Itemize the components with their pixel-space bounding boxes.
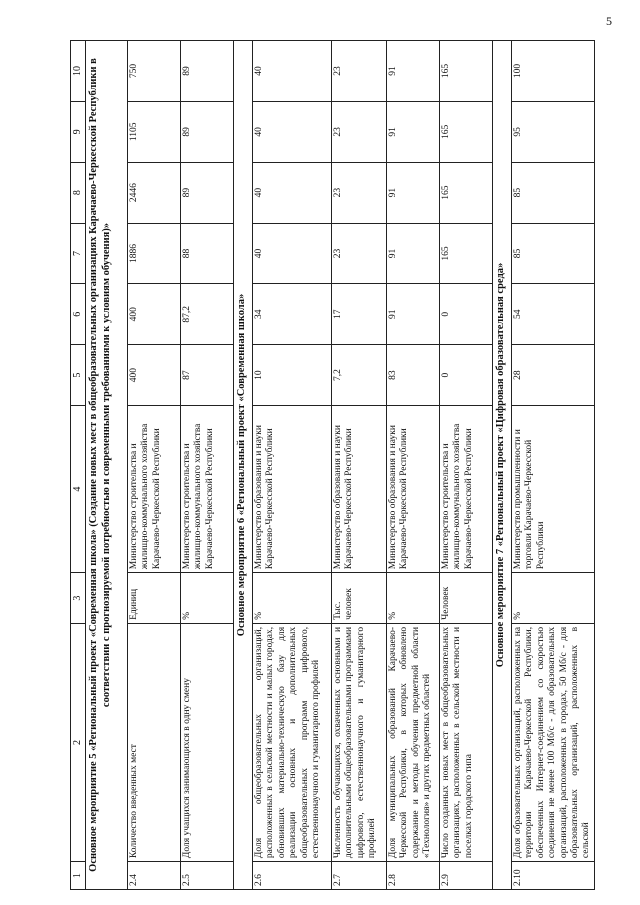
value-cell: 40 xyxy=(253,101,332,162)
value-cell: 34 xyxy=(253,284,332,345)
row-number: 2.8 xyxy=(387,862,440,890)
responsible-cell: Министерство строительства и жилищно-коммунального хозяйства Карачаево-Черкесской Республики xyxy=(181,405,234,572)
value-cell: 95 xyxy=(512,101,595,162)
indicator-name: Доля образовательных организаций, расположенных на территории Карачаево-Черкесской Республики, обеспеченных Интернет-соединением со скоростью соединения не менее 100 Мб/с - для образовательных организаций, расположенных в городах, 50 Мб/с - для образовательных организаций, расположенных в сельской xyxy=(512,623,595,861)
header-cell: 1 xyxy=(71,862,86,890)
value-cell: 40 xyxy=(253,223,332,284)
indicator-name: Численность обучающихся, охваченных основными и дополнительными общеобразовательными программами цифрового, естественнонаучного и гуманитарного профилей xyxy=(332,623,387,861)
rotated-page xyxy=(70,40,640,890)
header-cell: 5 xyxy=(71,345,86,406)
value-cell: 2446 xyxy=(128,162,181,223)
table-row xyxy=(512,41,595,890)
unit-cell: % xyxy=(253,573,332,624)
indicator-name: Число созданных новых мест в общеобразовательных организациях, расположенных в сельской местности и поселках городского типа xyxy=(440,623,493,861)
value-cell: 40 xyxy=(253,41,332,102)
header-cell: 2 xyxy=(71,623,86,861)
value-cell: 91 xyxy=(387,41,440,102)
responsible-cell: Министерство образования и науки Карачаево-Черкесской Республики xyxy=(387,405,440,572)
value-cell: 91 xyxy=(387,101,440,162)
table-row xyxy=(387,41,440,890)
value-cell: 0 xyxy=(440,284,493,345)
value-cell: 91 xyxy=(387,162,440,223)
value-cell: 23 xyxy=(332,162,387,223)
section-title: Основное мероприятие 6 «Региональный проект «Современная школа» xyxy=(234,41,253,890)
unit-cell: % xyxy=(387,573,440,624)
table-row xyxy=(440,41,493,890)
value-cell: 7,2 xyxy=(332,345,387,406)
value-cell: 400 xyxy=(128,284,181,345)
row-number: 2.6 xyxy=(253,862,332,890)
value-cell: 89 xyxy=(181,162,234,223)
indicator-name: Количество введенных мест xyxy=(128,623,181,861)
header-cell: 9 xyxy=(71,101,86,162)
value-cell: 91 xyxy=(387,223,440,284)
row-number: 2.10 xyxy=(512,862,595,890)
header-cell: 3 xyxy=(71,573,86,624)
responsible-cell: Министерство строительства и жилищно-коммунального хозяйства Карачаево-Черкесской Республики xyxy=(128,405,181,572)
unit-cell: Человек xyxy=(440,573,493,624)
responsible-cell: Министерство промышленности и торговли Карачаево-Черкесской Республики xyxy=(512,405,595,572)
header-cell: 7 xyxy=(71,223,86,284)
value-cell: 0 xyxy=(440,345,493,406)
value-cell: 23 xyxy=(332,101,387,162)
table-row xyxy=(253,41,332,890)
table-row xyxy=(332,41,387,890)
unit-cell: Тыс. человек xyxy=(332,573,387,624)
page-number: 5 xyxy=(606,14,612,28)
section-title: Основное мероприятие 7 «Региональный проект «Цифровая образовательная среда» xyxy=(493,41,512,890)
value-cell: 83 xyxy=(387,345,440,406)
section-row xyxy=(86,41,128,890)
value-cell: 85 xyxy=(512,223,595,284)
value-cell: 54 xyxy=(512,284,595,345)
indicator-name: Доля общеобразовательных организаций, расположенных в сельской местности и малых городах, обновивших материально-техническую базу для реализации основных и дополнительных общеобразовательных программ цифрового, естественнонаучного и гуманитарного профилей xyxy=(253,623,332,861)
unit-cell: % xyxy=(512,573,595,624)
value-cell: 165 xyxy=(440,223,493,284)
value-cell: 165 xyxy=(440,101,493,162)
value-cell: 89 xyxy=(181,101,234,162)
value-cell: 1886 xyxy=(128,223,181,284)
header-cell: 6 xyxy=(71,284,86,345)
value-cell: 23 xyxy=(332,41,387,102)
value-cell: 87,2 xyxy=(181,284,234,345)
value-cell: 1105 xyxy=(128,101,181,162)
section-row xyxy=(234,41,253,890)
row-number: 2.4 xyxy=(128,862,181,890)
value-cell: 40 xyxy=(253,162,332,223)
indicator-name: Доля муниципальных образований Карачаево-Черкесской Республики, в которых обновлено содержание и методы обучения предметной области «Технология» и других предметных областей xyxy=(387,623,440,861)
value-cell: 10 xyxy=(253,345,332,406)
value-cell: 89 xyxy=(181,41,234,102)
value-cell: 85 xyxy=(512,162,595,223)
responsible-cell: Министерство строительства и жилищно-коммунального хозяйства Карачаево-Черкесской Республики xyxy=(440,405,493,572)
row-number: 2.9 xyxy=(440,862,493,890)
header-cell: 4 xyxy=(71,405,86,572)
value-cell: 750 xyxy=(128,41,181,102)
value-cell: 17 xyxy=(332,284,387,345)
value-cell: 88 xyxy=(181,223,234,284)
header-cell: 10 xyxy=(71,41,86,102)
unit-cell: % xyxy=(181,573,234,624)
table-row xyxy=(181,41,234,890)
section-row xyxy=(493,41,512,890)
responsible-cell: Министерство образования и науки Карачаево-Черкесской Республики xyxy=(253,405,332,572)
value-cell: 91 xyxy=(387,284,440,345)
value-cell: 400 xyxy=(128,345,181,406)
value-cell: 165 xyxy=(440,41,493,102)
responsible-cell: Министерство образования и науки Карачаево-Черкесской Республики xyxy=(332,405,387,572)
row-number: 2.5 xyxy=(181,862,234,890)
value-cell: 165 xyxy=(440,162,493,223)
indicators-table xyxy=(70,40,595,890)
value-cell: 23 xyxy=(332,223,387,284)
value-cell: 28 xyxy=(512,345,595,406)
value-cell: 100 xyxy=(512,41,595,102)
value-cell: 87 xyxy=(181,345,234,406)
header-cell: 8 xyxy=(71,162,86,223)
table-row xyxy=(128,41,181,890)
section-title: Основное мероприятие 5 «Региональный проект «Современная школа» (Создание новых мест в общеобразовательных организациях Карачаево-Черкесской Республики в соответствии с прогнозируемой потребностью и современными требованиями к условиям обучения)» xyxy=(86,41,128,890)
indicator-name: Доля учащихся занимающихся в одну смену xyxy=(181,623,234,861)
unit-cell: Единиц xyxy=(128,573,181,624)
header-row xyxy=(71,41,86,890)
row-number: 2.7 xyxy=(332,862,387,890)
